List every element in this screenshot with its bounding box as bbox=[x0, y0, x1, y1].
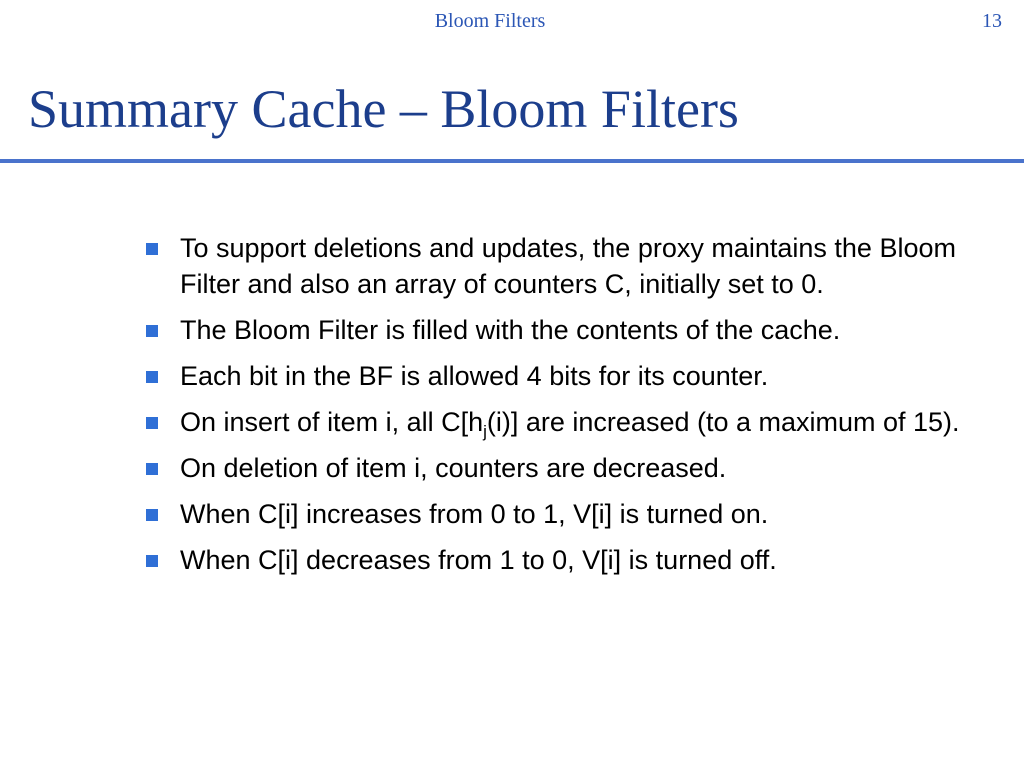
bullet-item-filled bbox=[142, 312, 962, 348]
bullet-item-counter-bits bbox=[142, 358, 962, 394]
bullet-text: When C[i] decreases from 1 to 0, V[i] is turned off. bbox=[180, 545, 777, 575]
bullet-list bbox=[142, 230, 962, 588]
bullet-item-turn-on bbox=[142, 496, 962, 532]
square-bullet-icon bbox=[146, 463, 158, 475]
bullet-text-post: (i)] are increased (to a maximum of 15). bbox=[486, 407, 960, 437]
bullet-text-subscript: j bbox=[483, 422, 487, 441]
bullet-item-turn-off bbox=[142, 542, 962, 578]
bullet-text: When C[i] increases from 0 to 1, V[i] is turned on. bbox=[180, 499, 769, 529]
square-bullet-icon bbox=[146, 325, 158, 337]
bullet-item-insert bbox=[142, 404, 962, 440]
square-bullet-icon bbox=[146, 555, 158, 567]
square-bullet-icon bbox=[146, 509, 158, 521]
bullet-text: To support deletions and updates, the proxy maintains the Bloom Filter and also an array of counters C, initially set to 0. bbox=[180, 233, 956, 299]
bullet-item-deletions bbox=[142, 230, 962, 302]
bullet-item-deletion bbox=[142, 450, 962, 486]
title-divider bbox=[0, 159, 1024, 163]
square-bullet-icon bbox=[146, 371, 158, 383]
square-bullet-icon bbox=[146, 243, 158, 255]
header-section-title: Bloom Filters bbox=[434, 10, 546, 32]
slide-title: Summary Cache – Bloom Filters bbox=[28, 79, 739, 139]
bullet-text bbox=[180, 407, 960, 441]
bullet-text: The Bloom Filter is filled with the contents of the cache. bbox=[180, 315, 841, 345]
bullet-text: On deletion of item i, counters are decreased. bbox=[180, 453, 727, 483]
page-number: 13 bbox=[982, 10, 1002, 32]
bullet-text-pre: On insert of item i, all C[h bbox=[180, 407, 484, 437]
square-bullet-icon bbox=[146, 417, 158, 429]
bullet-text: Each bit in the BF is allowed 4 bits for its counter. bbox=[180, 361, 769, 391]
